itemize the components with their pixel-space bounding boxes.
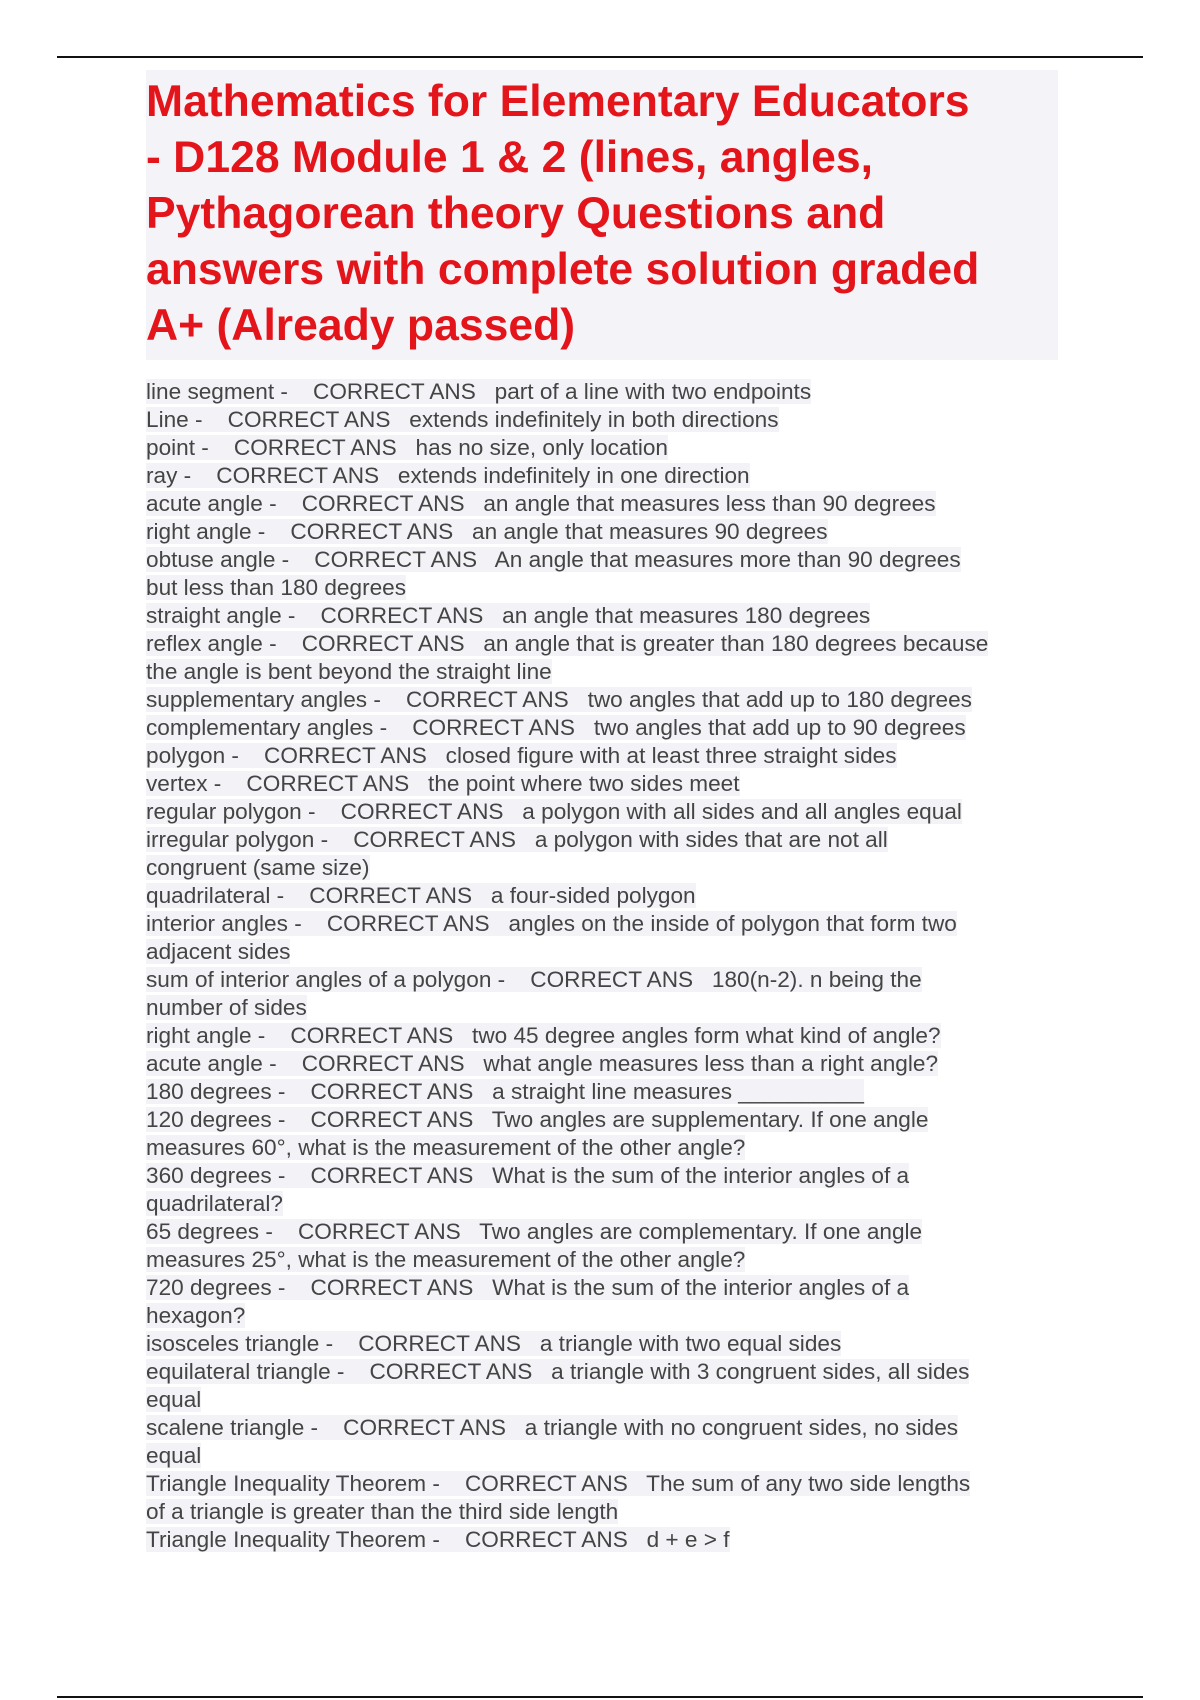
qa-line — [146, 798, 1076, 826]
qa-line-text: obtuse angle - CORRECT ANS An angle that measures more than 90 degrees — [146, 547, 961, 572]
qa-line-text: equilateral triangle - CORRECT ANS a triangle with 3 congruent sides, all sides — [146, 1359, 970, 1384]
qa-line — [146, 1218, 1076, 1246]
qa-line-text: measures 60°, what is the measurement of the other angle? — [146, 1135, 746, 1160]
qa-line-text: quadrilateral - CORRECT ANS a four-sided polygon — [146, 883, 696, 908]
qa-line-text: irregular polygon - CORRECT ANS a polygon with sides that are not all — [146, 827, 888, 852]
title-line: - D128 Module 1 & 2 (lines, angles, — [146, 133, 874, 182]
qa-line — [146, 1386, 1076, 1414]
qa-line — [146, 602, 1076, 630]
qa-line-text: sum of interior angles of a polygon - CORRECT ANS 180(n-2). n being the — [146, 967, 922, 992]
qa-line — [146, 1050, 1076, 1078]
qa-line — [146, 658, 1076, 686]
qa-line-text: measures 25°, what is the measurement of the other angle? — [146, 1247, 746, 1272]
qa-line — [146, 1498, 1076, 1526]
qa-line-text: interior angles - CORRECT ANS angles on the inside of polygon that form two — [146, 911, 957, 936]
top-divider — [57, 56, 1143, 58]
qa-line-text: but less than 180 degrees — [146, 575, 407, 600]
qa-line-text: reflex angle - CORRECT ANS an angle that is greater than 180 degrees because — [146, 631, 989, 656]
qa-line-text: supplementary angles - CORRECT ANS two angles that add up to 180 degrees — [146, 687, 972, 712]
qa-line-text: 360 degrees - CORRECT ANS What is the sum of the interior angles of a — [146, 1163, 910, 1188]
qa-line — [146, 1106, 1076, 1134]
qa-line — [146, 994, 1076, 1022]
qa-line-text: acute angle - CORRECT ANS an angle that measures less than 90 degrees — [146, 491, 936, 516]
qa-line-text: vertex - CORRECT ANS the point where two sides meet — [146, 771, 740, 796]
qa-line — [146, 1134, 1076, 1162]
qa-line — [146, 854, 1076, 882]
qa-line — [146, 434, 1076, 462]
qa-line — [146, 826, 1076, 854]
qa-line-text: Line - CORRECT ANS extends indefinitely in both directions — [146, 407, 779, 432]
qa-line-text: 180 degrees - CORRECT ANS a straight line measures __________ — [146, 1079, 864, 1104]
qa-line — [146, 1442, 1076, 1470]
qa-line — [146, 770, 1076, 798]
qa-line-text: point - CORRECT ANS has no size, only location — [146, 435, 668, 460]
qa-line-text: 65 degrees - CORRECT ANS Two angles are complementary. If one angle — [146, 1219, 923, 1244]
qa-line-text: equal — [146, 1387, 202, 1412]
qa-line-text: straight angle - CORRECT ANS an angle that measures 180 degrees — [146, 603, 871, 628]
qa-line-text: complementary angles - CORRECT ANS two angles that add up to 90 degrees — [146, 715, 966, 740]
qa-line-text: line segment - CORRECT ANS part of a line with two endpoints — [146, 379, 812, 404]
qa-line-text: right angle - CORRECT ANS two 45 degree angles form what kind of angle? — [146, 1023, 941, 1048]
title-line: Mathematics for Elementary Educators — [146, 77, 970, 126]
qa-line — [146, 1078, 1076, 1106]
qa-line-text: right angle - CORRECT ANS an angle that measures 90 degrees — [146, 519, 828, 544]
qa-line — [146, 378, 1076, 406]
qa-line-text: congruent (same size) — [146, 855, 370, 880]
qa-line-text: isosceles triangle - CORRECT ANS a triangle with two equal sides — [146, 1331, 842, 1356]
qa-line-text: polygon - CORRECT ANS closed figure with at least three straight sides — [146, 743, 897, 768]
qa-line — [146, 686, 1076, 714]
qa-line — [146, 1246, 1076, 1274]
qa-line-text: acute angle - CORRECT ANS what angle measures less than a right angle? — [146, 1051, 939, 1076]
qa-line — [146, 1526, 1076, 1554]
qa-line — [146, 546, 1076, 574]
qa-line-text: 120 degrees - CORRECT ANS Two angles are supplementary. If one angle — [146, 1107, 929, 1132]
qa-line-text: ray - CORRECT ANS extends indefinitely in one direction — [146, 463, 750, 488]
qa-line-text: scalene triangle - CORRECT ANS a triangle with no congruent sides, no sides — [146, 1415, 959, 1440]
qa-line — [146, 1358, 1076, 1386]
qa-line — [146, 462, 1076, 490]
title-line: Pythagorean theory Questions and — [146, 189, 886, 238]
qa-line — [146, 910, 1076, 938]
qa-line — [146, 938, 1076, 966]
qa-line — [146, 714, 1076, 742]
qa-line-text: quadrilateral? — [146, 1191, 283, 1216]
qa-line — [146, 1330, 1076, 1358]
qa-line-text: adjacent sides — [146, 939, 291, 964]
qa-line — [146, 1022, 1076, 1050]
qa-line-text: of a triangle is greater than the third side length — [146, 1499, 619, 1524]
qa-line — [146, 882, 1076, 910]
qa-line — [146, 490, 1076, 518]
document-title — [146, 70, 1058, 360]
qa-line-text: hexagon? — [146, 1303, 246, 1328]
qa-line — [146, 1190, 1076, 1218]
qa-line-text: regular polygon - CORRECT ANS a polygon with all sides and all angles equal — [146, 799, 962, 824]
qa-line — [146, 1274, 1076, 1302]
question-answer-list — [146, 378, 1076, 1554]
qa-line-text: 720 degrees - CORRECT ANS What is the sum of the interior angles of a — [146, 1275, 910, 1300]
bottom-divider — [57, 1696, 1143, 1698]
title-line: A+ (Already passed) — [146, 301, 576, 350]
qa-line — [146, 966, 1076, 994]
qa-line — [146, 406, 1076, 434]
qa-line — [146, 1302, 1076, 1330]
qa-line — [146, 630, 1076, 658]
qa-line — [146, 742, 1076, 770]
qa-line — [146, 1162, 1076, 1190]
qa-line-text: equal — [146, 1443, 202, 1468]
qa-line — [146, 518, 1076, 546]
qa-line — [146, 1470, 1076, 1498]
qa-line — [146, 1414, 1076, 1442]
qa-line-text: number of sides — [146, 995, 307, 1020]
qa-line-text: Triangle Inequality Theorem - CORRECT ANS d + e > f — [146, 1527, 730, 1552]
qa-line — [146, 574, 1076, 602]
qa-line-text: Triangle Inequality Theorem - CORRECT ANS The sum of any two side lengths — [146, 1471, 971, 1496]
title-line: answers with complete solution graded — [146, 245, 980, 294]
qa-line-text: the angle is bent beyond the straight line — [146, 659, 552, 684]
